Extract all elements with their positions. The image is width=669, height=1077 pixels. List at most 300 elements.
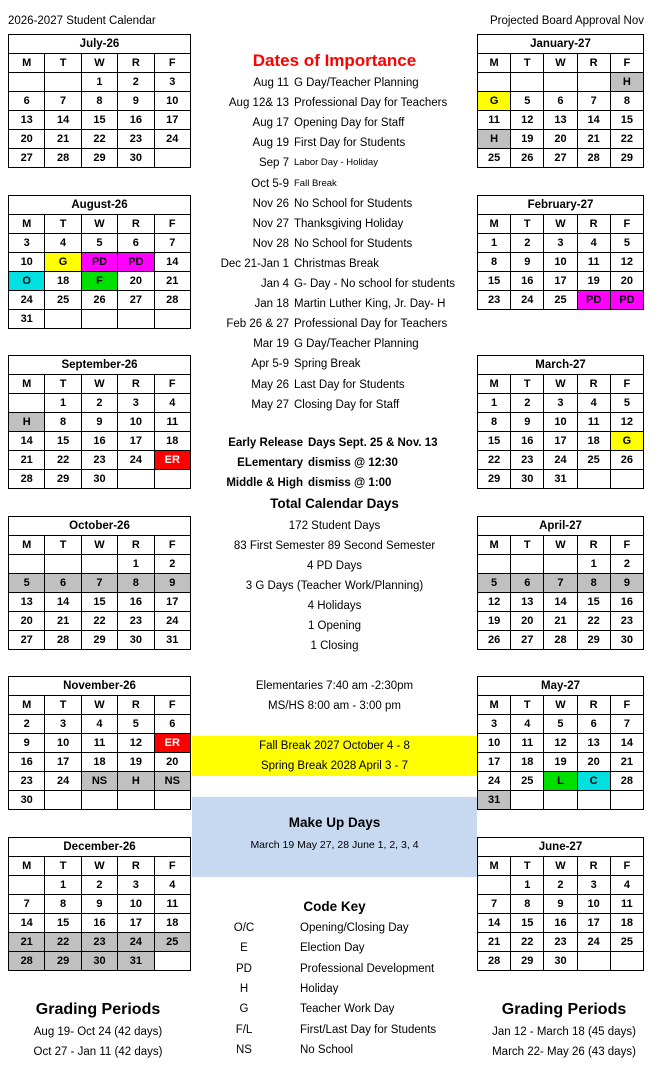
day-cell: 24 (45, 772, 81, 791)
day-cell: 1 (511, 876, 544, 895)
day-cell: 24 (154, 612, 190, 631)
day-cell: 8 (478, 253, 511, 272)
day-cell: 24 (118, 451, 154, 470)
day-cell (9, 73, 45, 92)
day-cell: 10 (118, 413, 154, 432)
day-cell: 18 (511, 753, 544, 772)
grading-period-right-2: March 22- May 26 (43 days) (492, 1046, 636, 1058)
day-cell: 1 (478, 234, 511, 253)
day-cell: 4 (81, 715, 117, 734)
day-cell (81, 310, 117, 329)
important-date: Mar 19 (253, 338, 289, 351)
important-date-row (192, 73, 477, 93)
month-title: May-27 (478, 677, 644, 696)
important-date-row (192, 153, 477, 173)
day-cell: 10 (544, 253, 577, 272)
day-cell: 12 (610, 413, 643, 432)
day-cell: 16 (511, 272, 544, 291)
weekday-header: W (81, 857, 117, 876)
month-calendar (8, 516, 191, 650)
day-cell: 7 (610, 715, 643, 734)
month-calendar (477, 355, 644, 489)
fall-break-note: Fall Break 2027 October 4 - 8 (259, 740, 410, 752)
day-cell: 2 (544, 876, 577, 895)
day-cell: 8 (45, 895, 81, 914)
day-cell: 12 (610, 253, 643, 272)
day-cell: 28 (9, 952, 45, 971)
important-date: Jan 4 (260, 278, 289, 290)
day-cell: 21 (610, 753, 643, 772)
day-cell (610, 470, 643, 489)
code: O/C (233, 922, 255, 934)
day-cell: 30 (81, 470, 117, 489)
day-cell: 13 (9, 593, 45, 612)
important-date-row (192, 334, 477, 354)
day-cell: 30 (118, 149, 154, 168)
month-title: August-26 (9, 196, 191, 215)
day-cell: 4 (577, 234, 610, 253)
day-cell: 8 (118, 574, 154, 593)
day-cell: 6 (544, 92, 577, 111)
important-date-row (192, 214, 477, 234)
code-meaning: Professional Development (300, 962, 435, 975)
weekday-header: T (45, 375, 81, 394)
day-cell: 24 (478, 772, 511, 791)
month-title: October-26 (9, 517, 191, 536)
day-cell: 28 (45, 149, 81, 168)
month-title: July-26 (9, 35, 191, 54)
weekday-header: R (118, 375, 154, 394)
important-date-row (192, 174, 477, 194)
day-cell: 23 (9, 772, 45, 791)
day-cell: 17 (544, 272, 577, 291)
weekday-header: F (154, 696, 190, 715)
day-cell: 2 (81, 876, 117, 895)
weekday-header: W (544, 375, 577, 394)
day-cell: 16 (544, 914, 577, 933)
day-cell: 26 (610, 451, 643, 470)
code: E (240, 942, 248, 955)
weekday-header: W (544, 215, 577, 234)
day-cell: 8 (610, 92, 643, 111)
important-date: Apr 5-9 (251, 358, 289, 371)
day-cell: 17 (478, 753, 511, 772)
code-meaning: Opening/Closing Day (300, 922, 409, 934)
weekday-header: R (577, 375, 610, 394)
day-cell: 10 (45, 734, 81, 753)
day-cell: 15 (81, 111, 117, 130)
makeup-dates: March 19 May 27, 28 June 1, 2, 3, 4 (250, 839, 419, 851)
day-cell (154, 470, 190, 489)
important-event: First Day for Students (294, 137, 406, 150)
weekday-header: R (577, 536, 610, 555)
code: NS (236, 1043, 252, 1056)
day-cell: 23 (511, 451, 544, 470)
day-cell: 28 (9, 470, 45, 489)
important-date-row (192, 375, 477, 395)
day-cell (577, 952, 610, 971)
day-cell: 18 (81, 753, 117, 772)
elementary-hours: Elementaries 7:40 am -2:30pm (255, 680, 414, 692)
important-date-row (192, 254, 477, 274)
important-date: Nov 26 (252, 197, 289, 210)
day-cell: 8 (577, 574, 610, 593)
day-cell: 27 (9, 631, 45, 650)
day-cell: H (9, 413, 45, 432)
day-cell: 10 (478, 734, 511, 753)
day-cell: 5 (610, 394, 643, 413)
weekday-header: F (610, 857, 643, 876)
day-cell: NS (81, 772, 117, 791)
total-days-line: 83 First Semester 89 Second Semester (233, 540, 436, 552)
day-cell (478, 73, 511, 92)
ms-hs-hours: MS/HS 8:00 am - 3:00 pm (268, 700, 401, 712)
month-calendar (8, 676, 191, 810)
day-cell (610, 791, 643, 810)
weekday-header: R (118, 536, 154, 555)
day-cell: 20 (9, 612, 45, 631)
day-cell: 3 (154, 73, 190, 92)
day-cell: 3 (9, 234, 45, 253)
weekday-header: R (577, 696, 610, 715)
code-key-row (192, 1040, 477, 1060)
day-cell: 22 (81, 612, 117, 631)
day-cell: 20 (154, 753, 190, 772)
early-release-line-2: ELementary dismiss @ 12:30 (237, 457, 398, 469)
day-cell: 21 (45, 130, 81, 149)
important-event: Fall Break (294, 177, 337, 189)
day-cell: 4 (154, 394, 190, 413)
important-event: Spring Break (294, 358, 361, 371)
day-cell: 4 (45, 234, 81, 253)
day-cell: 5 (544, 715, 577, 734)
important-event: Christmas Break (294, 257, 379, 270)
day-cell: 29 (610, 149, 643, 168)
day-cell: 2 (511, 234, 544, 253)
day-cell: 14 (154, 253, 190, 272)
day-cell: 9 (9, 734, 45, 753)
center-panel (192, 0, 477, 1077)
day-cell: 14 (9, 914, 45, 933)
month-title: April-27 (478, 517, 644, 536)
day-cell: 23 (610, 612, 643, 631)
day-cell: 3 (577, 876, 610, 895)
day-cell: 7 (544, 574, 577, 593)
weekday-header: M (9, 857, 45, 876)
day-cell: 25 (544, 291, 577, 310)
day-cell: 30 (544, 952, 577, 971)
day-cell: 22 (511, 933, 544, 952)
day-cell: 9 (81, 895, 117, 914)
day-cell: 17 (577, 914, 610, 933)
month-calendar (477, 34, 644, 168)
day-cell: 23 (81, 933, 117, 952)
day-cell: 11 (154, 413, 190, 432)
weekday-header: F (610, 375, 643, 394)
day-cell: 2 (118, 73, 154, 92)
day-cell: 14 (45, 593, 81, 612)
early-release-line-3: Middle & High dismiss @ 1:00 (226, 477, 392, 489)
weekday-header: F (610, 696, 643, 715)
code-key-title: Code Key (303, 899, 366, 914)
weekday-header: F (610, 536, 643, 555)
day-cell: 20 (118, 272, 154, 291)
day-cell: 17 (154, 111, 190, 130)
dates-title: Dates of Importance (252, 51, 417, 70)
day-cell: 6 (9, 92, 45, 111)
day-cell: 13 (577, 734, 610, 753)
weekday-header: T (45, 857, 81, 876)
day-cell: 21 (9, 451, 45, 470)
weekday-header: W (81, 696, 117, 715)
important-date: Nov 27 (252, 217, 289, 230)
day-cell: 27 (9, 149, 45, 168)
day-cell: 14 (478, 914, 511, 933)
weekday-header: T (45, 696, 81, 715)
day-cell: C (577, 772, 610, 791)
weekday-header: M (478, 536, 511, 555)
day-cell: 2 (81, 394, 117, 413)
day-cell: 21 (45, 612, 81, 631)
day-cell: 30 (118, 631, 154, 650)
day-cell (577, 73, 610, 92)
day-cell: 22 (478, 451, 511, 470)
day-cell: 5 (478, 574, 511, 593)
day-cell: 21 (154, 272, 190, 291)
day-cell (544, 791, 577, 810)
day-cell: 28 (45, 631, 81, 650)
important-event: Last Day for Students (294, 378, 405, 391)
day-cell: 16 (610, 593, 643, 612)
day-cell: ER (154, 451, 190, 470)
day-cell: 15 (610, 111, 643, 130)
day-cell: 3 (544, 394, 577, 413)
weekday-header: W (81, 375, 117, 394)
important-date: Aug 19 (252, 137, 289, 150)
day-cell: 20 (610, 272, 643, 291)
day-cell: 12 (118, 734, 154, 753)
day-cell: 16 (81, 914, 117, 933)
day-cell: 26 (511, 149, 544, 168)
day-cell: 31 (118, 952, 154, 971)
day-cell: 31 (544, 470, 577, 489)
day-cell: 16 (118, 593, 154, 612)
important-date-row (192, 194, 477, 214)
weekday-header: R (118, 54, 154, 73)
day-cell: 31 (9, 310, 45, 329)
important-date: Feb 26 & 27 (226, 318, 289, 331)
grading-periods-left-title: Grading Periods (35, 1001, 161, 1018)
day-cell: 29 (511, 952, 544, 971)
day-cell: G (45, 253, 81, 272)
day-cell: 3 (45, 715, 81, 734)
important-event: No School for Students (294, 197, 413, 210)
day-cell: 30 (9, 791, 45, 810)
day-cell: 20 (544, 130, 577, 149)
weekday-header: M (478, 857, 511, 876)
day-cell (118, 310, 154, 329)
day-cell: 3 (118, 394, 154, 413)
day-cell: 21 (9, 933, 45, 952)
day-cell: 18 (154, 432, 190, 451)
break-banner (192, 736, 477, 776)
day-cell: 21 (577, 130, 610, 149)
code-key-row (192, 959, 477, 979)
month-title: February-27 (478, 196, 644, 215)
day-cell (45, 310, 81, 329)
day-cell: 15 (577, 593, 610, 612)
day-cell (81, 791, 117, 810)
day-cell: 25 (511, 772, 544, 791)
code: H (239, 982, 249, 995)
total-days-line: 4 PD Days (307, 560, 362, 572)
day-cell: 27 (511, 631, 544, 650)
code: G (239, 1003, 249, 1016)
day-cell (610, 952, 643, 971)
important-event: G Day/Teacher Planning (294, 338, 419, 351)
day-cell: PD (577, 291, 610, 310)
day-cell: 10 (9, 253, 45, 272)
day-cell: 30 (81, 952, 117, 971)
total-days-line: 172 Student Days (288, 520, 381, 532)
day-cell: 10 (577, 895, 610, 914)
day-cell: 15 (81, 593, 117, 612)
day-cell: 15 (45, 914, 81, 933)
day-cell: H (610, 73, 643, 92)
code-key-row (192, 979, 477, 999)
day-cell: 24 (544, 451, 577, 470)
day-cell: 30 (610, 631, 643, 650)
day-cell: 1 (81, 73, 117, 92)
day-cell: 9 (511, 413, 544, 432)
code-key-row (192, 1020, 477, 1040)
day-cell: G (610, 432, 643, 451)
day-cell: 18 (577, 432, 610, 451)
day-cell (544, 555, 577, 574)
weekday-header: F (610, 54, 643, 73)
day-cell: 23 (118, 612, 154, 631)
weekday-header: R (577, 215, 610, 234)
day-cell (154, 791, 190, 810)
day-cell: 29 (45, 470, 81, 489)
weekday-header: F (154, 54, 190, 73)
month-calendar (477, 516, 644, 650)
day-cell: 30 (511, 470, 544, 489)
day-cell: 6 (45, 574, 81, 593)
weekday-header: T (511, 54, 544, 73)
code-meaning: No School (300, 1043, 354, 1056)
day-cell: 11 (610, 895, 643, 914)
day-cell: PD (610, 291, 643, 310)
day-cell: 24 (577, 933, 610, 952)
day-cell: 2 (511, 394, 544, 413)
day-cell: 5 (81, 234, 117, 253)
weekday-header: M (478, 54, 511, 73)
day-cell: 7 (577, 92, 610, 111)
code: F/L (235, 1023, 253, 1036)
day-cell: PD (81, 253, 117, 272)
weekday-header: T (45, 54, 81, 73)
day-cell: 11 (577, 413, 610, 432)
day-cell (154, 952, 190, 971)
important-event: Opening Day for Staff (294, 117, 405, 130)
weekday-header: R (118, 215, 154, 234)
day-cell: 8 (478, 413, 511, 432)
important-event: Martin Luther King, Jr. Day- H (294, 298, 446, 311)
day-cell: 21 (478, 933, 511, 952)
makeup-panel (192, 797, 477, 877)
day-cell (154, 149, 190, 168)
day-cell (118, 791, 154, 810)
day-cell: 24 (511, 291, 544, 310)
code-key-row (192, 999, 477, 1019)
day-cell: 22 (45, 933, 81, 952)
day-cell: 10 (118, 895, 154, 914)
day-cell: 5 (118, 715, 154, 734)
day-cell: 26 (478, 631, 511, 650)
day-cell: 10 (544, 413, 577, 432)
day-cell: 18 (45, 272, 81, 291)
day-cell: 20 (577, 753, 610, 772)
day-cell: 28 (478, 952, 511, 971)
day-cell: 1 (577, 555, 610, 574)
day-cell: 15 (511, 914, 544, 933)
day-cell: 1 (45, 394, 81, 413)
grading-periods-right-title: Grading Periods (501, 1001, 627, 1018)
day-cell: 29 (81, 631, 117, 650)
day-cell: 19 (577, 272, 610, 291)
day-cell: 9 (154, 574, 190, 593)
code-meaning: Teacher Work Day (300, 1003, 395, 1016)
important-event: No School for Students (294, 237, 413, 250)
day-cell: 12 (478, 593, 511, 612)
important-date-row (192, 93, 477, 113)
weekday-header: W (544, 54, 577, 73)
day-cell: 8 (45, 413, 81, 432)
day-cell: 16 (81, 432, 117, 451)
important-date: Dec 21-Jan 1 (220, 257, 289, 270)
day-cell: 11 (81, 734, 117, 753)
day-cell (511, 73, 544, 92)
day-cell: 20 (9, 130, 45, 149)
day-cell (45, 555, 81, 574)
important-date: May 27 (251, 398, 289, 411)
day-cell: 16 (118, 111, 154, 130)
day-cell (577, 470, 610, 489)
day-cell: 3 (118, 876, 154, 895)
day-cell: 11 (478, 111, 511, 130)
code-meaning: First/Last Day for Students (300, 1023, 437, 1036)
day-cell: 28 (154, 291, 190, 310)
day-cell: 7 (45, 92, 81, 111)
day-cell: 19 (478, 612, 511, 631)
day-cell: 3 (478, 715, 511, 734)
day-cell: 11 (154, 895, 190, 914)
day-cell: 8 (81, 92, 117, 111)
day-cell: 16 (9, 753, 45, 772)
month-title: June-27 (478, 838, 644, 857)
important-event: Professional Day for Teachers (294, 318, 448, 331)
day-cell: 16 (511, 432, 544, 451)
day-cell: 25 (478, 149, 511, 168)
day-cell: 7 (154, 234, 190, 253)
day-cell: 17 (544, 432, 577, 451)
day-cell: 12 (511, 111, 544, 130)
day-cell: 12 (544, 734, 577, 753)
day-cell: 6 (577, 715, 610, 734)
weekday-header: M (9, 54, 45, 73)
weekday-header: M (9, 696, 45, 715)
